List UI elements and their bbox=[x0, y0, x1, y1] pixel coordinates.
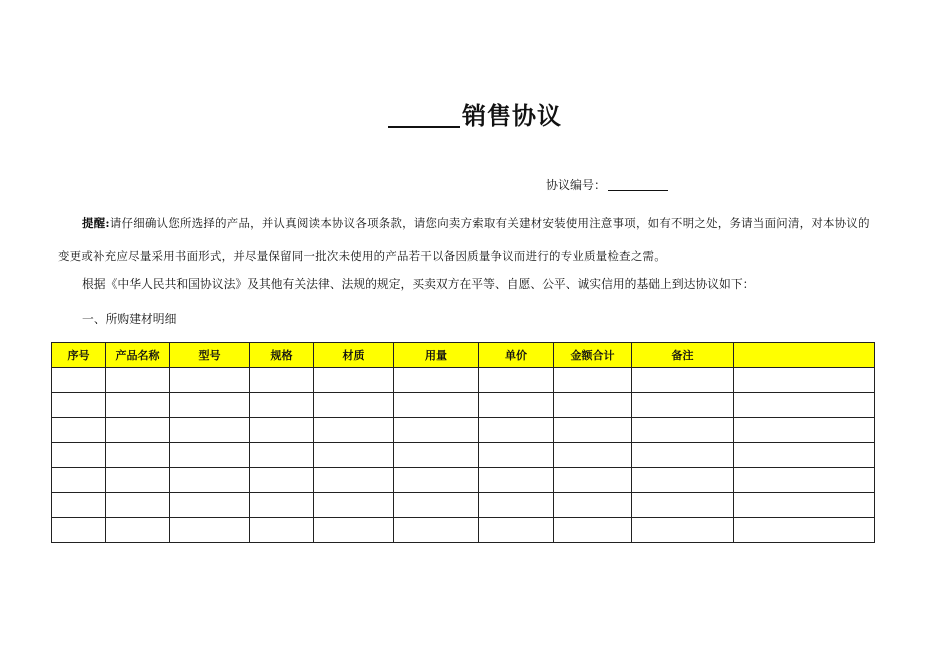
header-model: 型号 bbox=[170, 343, 250, 368]
table-row bbox=[52, 443, 875, 468]
table-cell bbox=[734, 368, 875, 393]
table-cell bbox=[632, 418, 734, 443]
table-header-row bbox=[52, 343, 875, 368]
agreement-number-label: 协议编号： bbox=[546, 178, 607, 192]
table-cell bbox=[394, 468, 479, 493]
agreement-number-blank bbox=[608, 178, 668, 191]
table-cell bbox=[52, 468, 106, 493]
table-cell bbox=[170, 418, 250, 443]
table-cell bbox=[314, 418, 394, 443]
header-remarks: 备注 bbox=[632, 343, 734, 368]
table-row bbox=[52, 518, 875, 543]
table-cell bbox=[52, 368, 106, 393]
table-cell bbox=[394, 393, 479, 418]
table-cell bbox=[170, 468, 250, 493]
table-cell bbox=[479, 443, 554, 468]
reminder-paragraph bbox=[58, 207, 878, 273]
table-cell bbox=[394, 443, 479, 468]
table-cell bbox=[250, 443, 314, 468]
header-total-amount: 金额合计 bbox=[554, 343, 632, 368]
table-row bbox=[52, 468, 875, 493]
title-blank-line bbox=[388, 102, 460, 128]
header-unit-price: 单价 bbox=[479, 343, 554, 368]
header-extra bbox=[734, 343, 875, 368]
table-cell bbox=[632, 393, 734, 418]
table-cell bbox=[632, 493, 734, 518]
basis-paragraph: 根据《中华人民共和国协议法》及其他有关法律、法规的规定，买卖双方在平等、自愿、公平、诚实信用的基础上到达协议如下： bbox=[82, 277, 755, 291]
header-quantity: 用量 bbox=[394, 343, 479, 368]
table-cell bbox=[250, 393, 314, 418]
reminder-text: 请仔细确认您所选择的产品，并认真阅读本协议各项条款，请您向卖方索取有关建材安装使用注意事项，如有不明之处，务请当面问清，对本协议的变更或补充应尽量采用书面形式，并尽量保留同一批次未使用的产品若干以备因质量争议而进行的专业质量检查之需。 bbox=[58, 216, 870, 263]
table-cell bbox=[52, 493, 106, 518]
table-cell bbox=[632, 518, 734, 543]
table-cell bbox=[554, 393, 632, 418]
table-cell bbox=[734, 468, 875, 493]
reminder-label: 提醒: bbox=[82, 216, 110, 230]
table-cell bbox=[106, 518, 170, 543]
table-cell bbox=[52, 443, 106, 468]
table-row bbox=[52, 393, 875, 418]
table-cell bbox=[632, 443, 734, 468]
materials-table bbox=[51, 342, 875, 543]
table-cell bbox=[170, 443, 250, 468]
table-cell bbox=[394, 518, 479, 543]
table-cell bbox=[314, 493, 394, 518]
table-cell bbox=[479, 368, 554, 393]
table-cell bbox=[250, 518, 314, 543]
table-cell bbox=[170, 393, 250, 418]
table-cell bbox=[314, 368, 394, 393]
table-row bbox=[52, 493, 875, 518]
header-material: 材质 bbox=[314, 343, 394, 368]
table-cell bbox=[250, 468, 314, 493]
table-cell bbox=[250, 418, 314, 443]
table-cell bbox=[554, 518, 632, 543]
table-cell bbox=[314, 518, 394, 543]
table-cell bbox=[734, 443, 875, 468]
table-cell bbox=[52, 518, 106, 543]
table-row bbox=[52, 418, 875, 443]
table-cell bbox=[632, 468, 734, 493]
table-cell bbox=[106, 368, 170, 393]
section-title: 一、所购建材明细 bbox=[82, 312, 177, 326]
document-title bbox=[0, 96, 950, 131]
table-cell bbox=[394, 493, 479, 518]
table-cell bbox=[314, 468, 394, 493]
table-cell bbox=[170, 368, 250, 393]
table-cell bbox=[314, 443, 394, 468]
table-cell bbox=[106, 493, 170, 518]
table-cell bbox=[250, 368, 314, 393]
table-cell bbox=[394, 368, 479, 393]
title-text: 销售协议 bbox=[462, 102, 562, 130]
table-cell bbox=[554, 418, 632, 443]
table-cell bbox=[479, 418, 554, 443]
header-product-name: 产品名称 bbox=[106, 343, 170, 368]
header-spec: 规格 bbox=[250, 343, 314, 368]
table-cell bbox=[479, 518, 554, 543]
table-cell bbox=[734, 518, 875, 543]
table-cell bbox=[106, 418, 170, 443]
table-body bbox=[52, 368, 875, 543]
table-cell bbox=[170, 493, 250, 518]
table-cell bbox=[632, 368, 734, 393]
table-cell bbox=[106, 443, 170, 468]
table-cell bbox=[554, 368, 632, 393]
table-cell bbox=[479, 493, 554, 518]
table-cell bbox=[734, 393, 875, 418]
table-cell bbox=[479, 393, 554, 418]
header-index: 序号 bbox=[52, 343, 106, 368]
table-cell bbox=[734, 493, 875, 518]
table-cell bbox=[106, 393, 170, 418]
table-cell bbox=[52, 393, 106, 418]
table-cell bbox=[479, 468, 554, 493]
table-cell bbox=[170, 518, 250, 543]
table-row bbox=[52, 368, 875, 393]
table-cell bbox=[52, 418, 106, 443]
table-cell bbox=[250, 493, 314, 518]
table-cell bbox=[394, 418, 479, 443]
table-cell bbox=[106, 468, 170, 493]
table-cell bbox=[554, 443, 632, 468]
table-cell bbox=[554, 468, 632, 493]
table-cell bbox=[554, 493, 632, 518]
table-cell bbox=[314, 393, 394, 418]
table-cell bbox=[734, 418, 875, 443]
agreement-number bbox=[546, 176, 668, 193]
